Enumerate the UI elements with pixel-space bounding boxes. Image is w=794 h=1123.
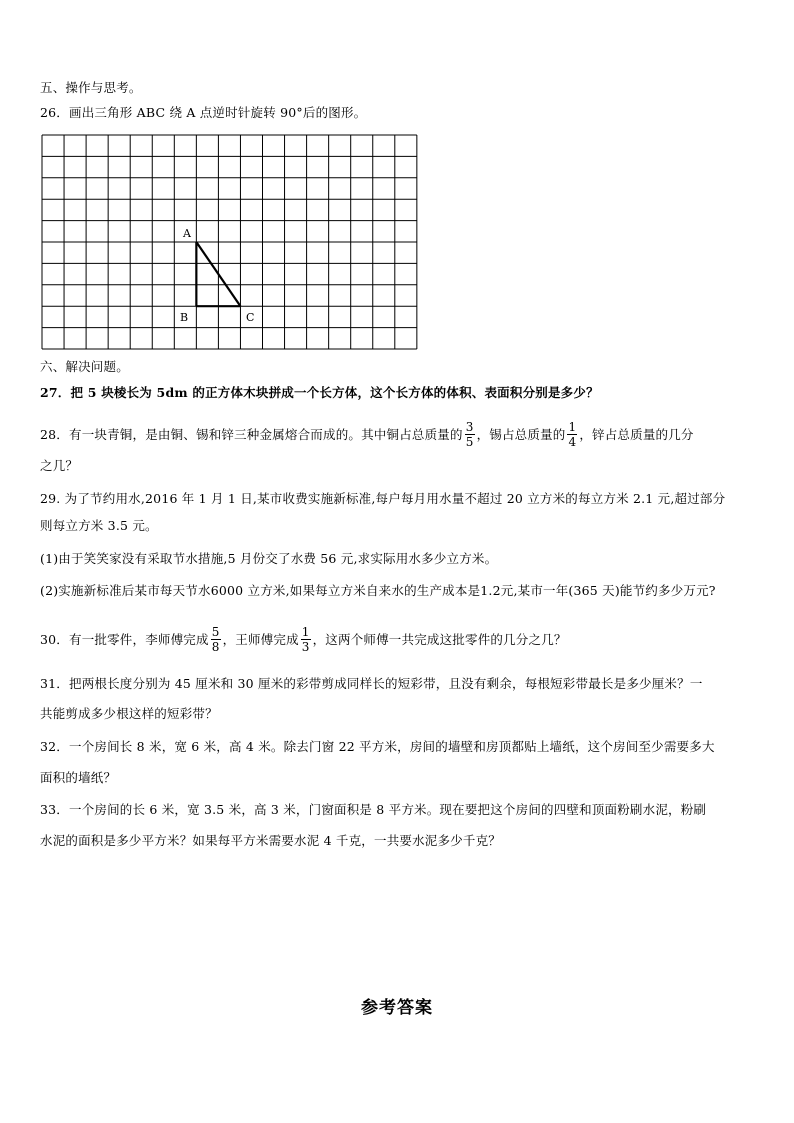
- q30-text-pre: 30．有一批零件，李师傅完成: [40, 632, 209, 647]
- q30-text-mid: ，王师傅完成: [222, 632, 299, 647]
- q28-frac2-den: 4: [568, 435, 577, 449]
- question-30: [40, 626, 567, 655]
- section-6-heading: 六、解决问题。: [40, 359, 129, 374]
- question-33-line-1: 33．一个房间的长 6 米，宽 3.5 米，高 3 米，门窗面积是 8 平方米。现在要把这个房间的四壁和顶面粉刷水泥，粉刷: [40, 802, 707, 817]
- question-32-line-2: 面积的墙纸？: [40, 770, 117, 785]
- q28-frac2-num: 1: [568, 420, 577, 434]
- q28-frac1-num: 3: [465, 420, 474, 434]
- question-33-line-2: 水泥的面积是多少平方米？如果每平方米需要水泥 4 千克，一共要水泥多少千克？: [40, 833, 502, 848]
- question-31-line-1: 31．把两根长度分别为 45 厘米和 30 厘米的彩带剪成同样长的短彩带，且没有剩余，每根短彩带最长是多少厘米？一: [40, 676, 703, 691]
- question-28-line-1: [40, 421, 694, 450]
- q28-text-mid: ，锡占总质量的: [476, 427, 566, 442]
- point-a-label: A: [183, 227, 192, 240]
- q30-frac1-den: 8: [211, 640, 220, 654]
- q28-text-post: ，锌占总质量的几分: [579, 427, 694, 442]
- question-29-line-1: 29. 为了节约用水,2016 年 1 月 1 日,某市收费实施新标准,每户每月用水量不超过 20 立方米的每立方米 2.1 元,超过部分: [40, 491, 726, 506]
- q28-frac1-den: 5: [465, 435, 474, 449]
- q30-fraction-wang: [301, 625, 311, 654]
- question-28-line-2: 之几？: [40, 458, 79, 473]
- question-29-line-2: 则每立方米 3.5 元。: [40, 518, 158, 533]
- section-5-heading: 五、操作与思考。: [40, 80, 142, 95]
- question-27: 27．把 5 块棱长为 5dm 的正方体木块拼成一个长方体，这个长方体的体积、表面积分别是多少？: [40, 385, 599, 400]
- q30-text-post: ，这两个师傅一共完成这批零件的几分之几？: [312, 632, 567, 647]
- question-29-part-2: (2)实施新标准后某市每天节水6000 立方米,如果每立方米自来水的生产成本是1.2元,某市一年(365 天)能节约多少万元?: [40, 583, 716, 598]
- q30-fraction-li: [211, 625, 221, 654]
- question-29-part-1: (1)由于笑笑家没有采取节水措施,5 月份交了水费 56 元,求实际用水多少立方米。: [40, 551, 498, 566]
- q28-text-pre: 28．有一块青铜，是由铜、锡和锌三种金属熔合而成的。其中铜占总质量的: [40, 427, 463, 442]
- grid-svg: [40, 133, 419, 351]
- q30-frac1-num: 5: [211, 625, 220, 639]
- q30-frac2-den: 3: [301, 640, 310, 654]
- q28-fraction-tin: [567, 420, 577, 449]
- rotation-grid-figure: [40, 133, 419, 351]
- q30-frac2-num: 1: [301, 625, 310, 639]
- point-c-label: C: [246, 311, 255, 324]
- q28-fraction-copper: [465, 420, 475, 449]
- question-31-line-2: 共能剪成多少根这样的短彩带？: [40, 706, 218, 721]
- question-26: 26．画出三角形 ABC 绕 A 点逆时针旋转 90°后的图形。: [40, 105, 367, 120]
- question-32-line-1: 32．一个房间长 8 米，宽 6 米，高 4 米。除去门窗 22 平方米，房间的墙壁和房顶都贴上墙纸，这个房间至少需要多大: [40, 739, 715, 754]
- answer-key-heading: 参考答案: [361, 998, 433, 1018]
- point-b-label: B: [180, 311, 189, 324]
